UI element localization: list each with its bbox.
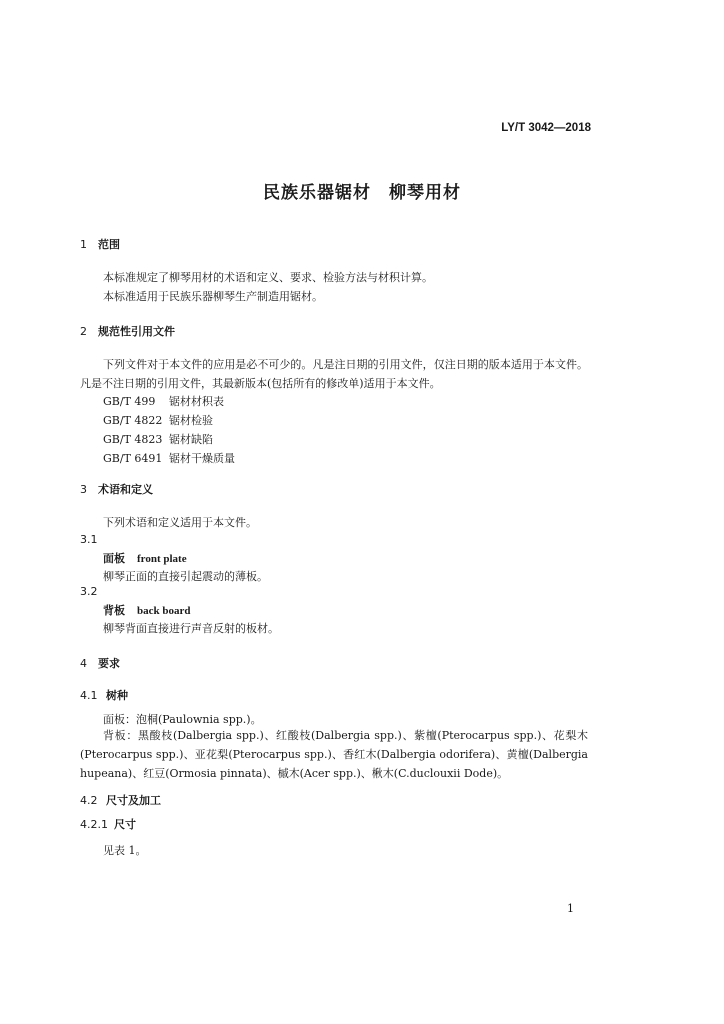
paragraph: 下列文件对于本文件的应用是必不可少的。凡是注日期的引用文件，仅注日期的版本适用于本文件。凡是不注日期的引用文件，其最新版本(包括所有的修改单)适用于本文件。 bbox=[80, 358, 588, 390]
reference-name: 锯材检验 bbox=[169, 414, 213, 427]
section-title: 尺寸及加工 bbox=[106, 794, 161, 807]
term-number: 3.2 bbox=[80, 585, 98, 598]
section-title: 术语和定义 bbox=[98, 483, 153, 496]
term-english: back board bbox=[137, 605, 191, 617]
paragraph: 面板：泡桐(Paulownia spp.)。 bbox=[103, 713, 262, 726]
reference-name: 锯材干燥质量 bbox=[169, 452, 235, 465]
paragraph: 本标准规定了柳琴用材的术语和定义、要求、检验方法与材积计算。 bbox=[103, 271, 433, 284]
section-4-heading bbox=[80, 655, 120, 671]
section-number: 4.2 bbox=[80, 794, 98, 807]
reference-code: GB/T 499 bbox=[103, 395, 156, 408]
subsection-4-1-heading bbox=[80, 687, 128, 703]
section-title: 要求 bbox=[98, 657, 120, 670]
paragraph: 见表 1。 bbox=[103, 844, 147, 857]
section-number: 4.1 bbox=[80, 689, 98, 702]
reference-item bbox=[103, 450, 235, 466]
term-entry bbox=[103, 602, 191, 618]
term-number: 3.1 bbox=[80, 533, 98, 546]
reference-item bbox=[103, 431, 213, 447]
term-definition: 柳琴正面的直接引起震动的薄板。 bbox=[103, 570, 268, 583]
reference-item bbox=[103, 412, 213, 428]
paragraph: 本标准适用于民族乐器柳琴生产制造用锯材。 bbox=[103, 290, 323, 303]
term-chinese: 面板 bbox=[103, 552, 125, 565]
section-title: 树种 bbox=[106, 689, 128, 702]
reference-code: GB/T 6491 bbox=[103, 452, 163, 465]
term-english: front plate bbox=[137, 553, 187, 565]
section-1-heading bbox=[80, 236, 120, 252]
section-number: 1 bbox=[80, 238, 87, 251]
term-entry bbox=[103, 550, 187, 566]
section-2-heading bbox=[80, 323, 175, 339]
paragraph: 背板：黑酸枝(Dalbergia spp.)、红酸枝(Dalbergia spp.)、紫檀(Pterocarpus spp.)、花梨木(Pterocarpus spp.)、亚花梨(Pterocarpus spp.)、香红木(Dalbergia odorifera)、黄檀(Dalbergia hupeana)、红豆(Ormosia pinnata)、槭木(Acer spp.)、楸木(C.duclouxii Dode)。 bbox=[80, 729, 588, 780]
section-number: 4 bbox=[80, 657, 87, 670]
reference-item bbox=[103, 393, 224, 409]
section-title: 规范性引用文件 bbox=[98, 325, 175, 338]
section-title: 范围 bbox=[98, 238, 120, 251]
reference-code: GB/T 4823 bbox=[103, 433, 163, 446]
term-chinese: 背板 bbox=[103, 604, 125, 617]
section-title: 尺寸 bbox=[114, 818, 136, 831]
standard-number: LY/T 3042—2018 bbox=[501, 122, 591, 134]
section-number: 3 bbox=[80, 483, 87, 496]
reference-name: 锯材材积表 bbox=[169, 395, 224, 408]
page-number: 1 bbox=[567, 902, 574, 915]
term-definition: 柳琴背面直接进行声音反射的板材。 bbox=[103, 622, 279, 635]
section-number: 2 bbox=[80, 325, 87, 338]
subsection-4-2-1-heading bbox=[80, 816, 136, 832]
document-title: 民族乐器锯材 柳琴用材 bbox=[263, 183, 461, 203]
section-3-heading bbox=[80, 481, 153, 497]
reference-name: 锯材缺陷 bbox=[169, 433, 213, 446]
subsection-4-2-heading bbox=[80, 792, 161, 808]
paragraph: 下列术语和定义适用于本文件。 bbox=[103, 516, 257, 529]
reference-code: GB/T 4822 bbox=[103, 414, 163, 427]
section-number: 4.2.1 bbox=[80, 818, 108, 831]
